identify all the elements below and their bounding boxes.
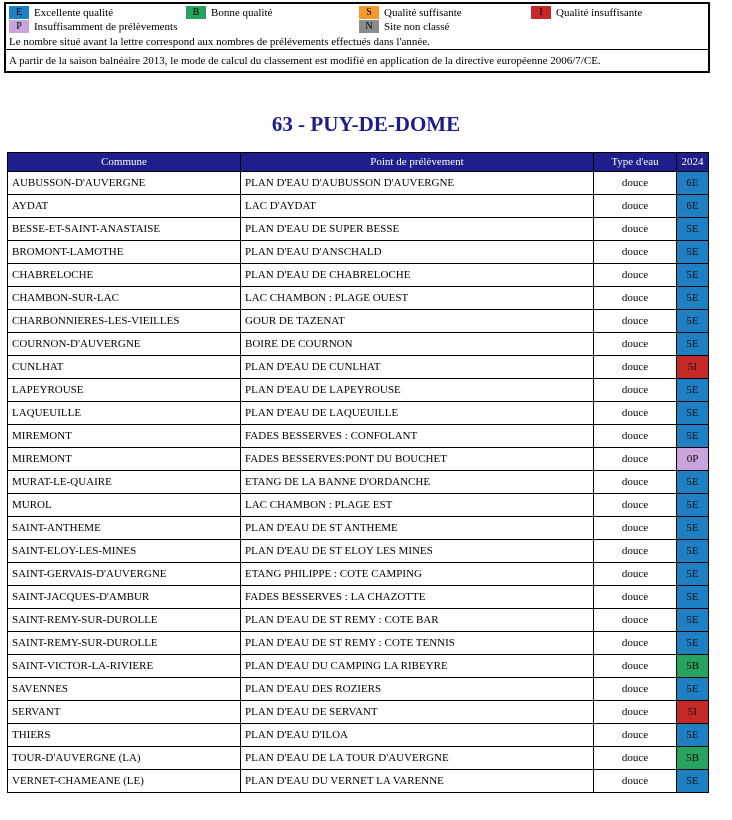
commune-cell: MIREMONT (8, 448, 241, 471)
point-cell: PLAN D'EAU DE SUPER BESSE (241, 218, 594, 241)
commune-cell: CHAMBON-SUR-LAC (8, 287, 241, 310)
point-cell: FADES BESSERVES : CONFOLANT (241, 425, 594, 448)
commune-cell: CHARBONNIERES-LES-VIEILLES (8, 310, 241, 333)
water-type-cell: douce (594, 356, 677, 379)
legend-code-good: B (186, 6, 206, 19)
point-cell: PLAN D'EAU DE ST ANTHEME (241, 517, 594, 540)
table-row (8, 333, 709, 356)
classification-cell: 5B (677, 655, 709, 678)
classification-cell: 5E (677, 287, 709, 310)
water-type-cell: douce (594, 724, 677, 747)
water-type-cell: douce (594, 379, 677, 402)
water-type-cell: douce (594, 770, 677, 793)
classification-cell: 5E (677, 218, 709, 241)
classification-cell: 5E (677, 586, 709, 609)
table-row (8, 310, 709, 333)
classification-cell: 5E (677, 425, 709, 448)
header-commune: Commune (8, 153, 241, 172)
water-type-cell: douce (594, 218, 677, 241)
commune-cell: MURAT-LE-QUAIRE (8, 471, 241, 494)
classification-cell: 5E (677, 310, 709, 333)
legend-label-insufficient-samples: Insuffisamment de prélèvements (34, 20, 178, 33)
commune-cell: LAQUEUILLE (8, 402, 241, 425)
point-cell: PLAN D'EAU DE ST ELOY LES MINES (241, 540, 594, 563)
legend-label-excellent: Excellente qualité (34, 6, 114, 19)
table-row (8, 218, 709, 241)
classification-cell: 5E (677, 563, 709, 586)
water-type-cell: douce (594, 517, 677, 540)
point-cell: PLAN D'EAU DE SERVANT (241, 701, 594, 724)
water-type-cell: douce (594, 540, 677, 563)
water-type-cell: douce (594, 494, 677, 517)
table-row (8, 655, 709, 678)
classification-cell: 5E (677, 471, 709, 494)
classification-cell: 5E (677, 264, 709, 287)
table-row (8, 287, 709, 310)
water-type-cell: douce (594, 655, 677, 678)
table-row (8, 540, 709, 563)
commune-cell: SAINT-ANTHEME (8, 517, 241, 540)
table-row (8, 609, 709, 632)
legend-code-sufficient: S (359, 6, 379, 19)
point-cell: PLAN D'EAU D'ILOA (241, 724, 594, 747)
legend-item-insufficient (531, 6, 642, 19)
table-row (8, 632, 709, 655)
water-type-cell: douce (594, 586, 677, 609)
table-row (8, 517, 709, 540)
commune-cell: SAVENNES (8, 678, 241, 701)
commune-cell: TOUR-D'AUVERGNE (LA) (8, 747, 241, 770)
header-year: 2024 (677, 153, 709, 172)
water-type-cell: douce (594, 678, 677, 701)
commune-cell: AYDAT (8, 195, 241, 218)
commune-cell: MIREMONT (8, 425, 241, 448)
table-row (8, 241, 709, 264)
commune-cell: VERNET-CHAMEANE (LE) (8, 770, 241, 793)
legend-sample-count-note: Le nombre situé avant la lettre correspond aux nombres de prélévements effectués dans l'année. (9, 36, 430, 48)
legend-label-sufficient: Qualité suffisante (384, 6, 462, 19)
table-row (8, 586, 709, 609)
legend-item-insufficient-samples (9, 20, 177, 33)
table-row (8, 402, 709, 425)
table-row (8, 724, 709, 747)
commune-cell: AUBUSSON-D'AUVERGNE (8, 172, 241, 195)
point-cell: PLAN D'EAU DES ROZIERS (241, 678, 594, 701)
commune-cell: SAINT-REMY-SUR-DUROLLE (8, 632, 241, 655)
table-row (8, 770, 709, 793)
legend-code-insufficient-samples: P (9, 20, 29, 33)
point-cell: BOIRE DE COURNON (241, 333, 594, 356)
commune-cell: SERVANT (8, 701, 241, 724)
commune-cell: COURNON-D'AUVERGNE (8, 333, 241, 356)
legend-label-unclassified: Site non classé (384, 20, 450, 33)
legend-item-unclassified (359, 20, 449, 33)
legend-grid (6, 4, 708, 36)
classification-cell: 5B (677, 747, 709, 770)
commune-cell: SAINT-JACQUES-D'AMBUR (8, 586, 241, 609)
legend-code-insufficient: I (531, 6, 551, 19)
water-type-cell: douce (594, 310, 677, 333)
water-type-cell: douce (594, 425, 677, 448)
commune-cell: SAINT-ELOY-LES-MINES (8, 540, 241, 563)
table-row (8, 356, 709, 379)
classification-cell: 0P (677, 448, 709, 471)
point-cell: PLAN D'EAU DE LA TOUR D'AUVERGNE (241, 747, 594, 770)
water-type-cell: douce (594, 471, 677, 494)
commune-cell: BESSE-ET-SAINT-ANASTAISE (8, 218, 241, 241)
classification-cell: 5I (677, 701, 709, 724)
point-cell: FADES BESSERVES:PONT DU BOUCHET (241, 448, 594, 471)
table-row (8, 425, 709, 448)
page-title: 63 - PUY-DE-DOME (271, 112, 461, 136)
water-type-cell: douce (594, 287, 677, 310)
table-row (8, 747, 709, 770)
classification-cell: 5E (677, 517, 709, 540)
water-type-cell: douce (594, 264, 677, 287)
point-cell: PLAN D'EAU DE LAQUEUILLE (241, 402, 594, 425)
commune-cell: SAINT-REMY-SUR-DUROLLE (8, 609, 241, 632)
classification-cell: 5E (677, 609, 709, 632)
legend-directive-note: A partir de la saison balnéaire 2013, le mode de calcul du classement est modifié en application de la directive européenne 2006/7/CE. (6, 49, 708, 71)
point-cell: ETANG DE LA BANNE D'ORDANCHE (241, 471, 594, 494)
point-cell: ETANG PHILIPPE : COTE CAMPING (241, 563, 594, 586)
commune-cell: CHABRELOCHE (8, 264, 241, 287)
table-row (8, 494, 709, 517)
point-cell: PLAN D'EAU DE ST REMY : COTE TENNIS (241, 632, 594, 655)
water-type-cell: douce (594, 747, 677, 770)
commune-cell: LAPEYROUSE (8, 379, 241, 402)
table-row (8, 678, 709, 701)
table-body (8, 172, 709, 793)
point-cell: PLAN D'EAU DE ST REMY : COTE BAR (241, 609, 594, 632)
classification-cell: 5E (677, 770, 709, 793)
classification-cell: 5E (677, 724, 709, 747)
table-row (8, 172, 709, 195)
legend-item-excellent (9, 6, 113, 19)
table-row (8, 195, 709, 218)
point-cell: PLAN D'EAU DU CAMPING LA RIBEYRE (241, 655, 594, 678)
classification-cell: 5E (677, 632, 709, 655)
legend-code-unclassified: N (359, 20, 379, 33)
header-point: Point de prélèvement (241, 153, 594, 172)
legend-box (4, 2, 710, 73)
point-cell: PLAN D'EAU DE CHABRELOCHE (241, 264, 594, 287)
commune-cell: CUNLHAT (8, 356, 241, 379)
classification-cell: 5E (677, 333, 709, 356)
water-type-cell: douce (594, 172, 677, 195)
commune-cell: SAINT-GERVAIS-D'AUVERGNE (8, 563, 241, 586)
table-row (8, 448, 709, 471)
point-cell: LAC CHAMBON : PLAGE OUEST (241, 287, 594, 310)
water-type-cell: douce (594, 195, 677, 218)
legend-item-sufficient (359, 6, 462, 19)
water-type-cell: douce (594, 402, 677, 425)
classification-cell: 5E (677, 540, 709, 563)
classification-cell: 6E (677, 195, 709, 218)
point-cell: LAC CHAMBON : PLAGE EST (241, 494, 594, 517)
classification-cell: 5E (677, 494, 709, 517)
point-cell: PLAN D'EAU D'ANSCHALD (241, 241, 594, 264)
commune-cell: SAINT-VICTOR-LA-RIVIERE (8, 655, 241, 678)
table-row (8, 563, 709, 586)
water-type-cell: douce (594, 448, 677, 471)
point-cell: PLAN D'EAU DE LAPEYROUSE (241, 379, 594, 402)
legend-label-good: Bonne qualité (211, 6, 273, 19)
table-row (8, 264, 709, 287)
water-type-cell: douce (594, 701, 677, 724)
water-type-cell: douce (594, 563, 677, 586)
classification-cell: 5E (677, 678, 709, 701)
classification-cell: 5E (677, 402, 709, 425)
legend-label-insufficient: Qualité insuffisante (556, 6, 643, 19)
commune-cell: MUROL (8, 494, 241, 517)
classification-cell: 5I (677, 356, 709, 379)
point-cell: PLAN D'EAU D'AUBUSSON D'AUVERGNE (241, 172, 594, 195)
classification-cell: 5E (677, 241, 709, 264)
classification-cell: 5E (677, 379, 709, 402)
table-row (8, 471, 709, 494)
table-row (8, 701, 709, 724)
legend-code-excellent: E (9, 6, 29, 19)
table-row (8, 379, 709, 402)
results-table (7, 152, 709, 793)
commune-cell: THIERS (8, 724, 241, 747)
table-header-row (8, 153, 709, 172)
commune-cell: BROMONT-LAMOTHE (8, 241, 241, 264)
header-type: Type d'eau (594, 153, 677, 172)
water-type-cell: douce (594, 241, 677, 264)
water-type-cell: douce (594, 609, 677, 632)
water-type-cell: douce (594, 333, 677, 356)
point-cell: PLAN D'EAU DE CUNLHAT (241, 356, 594, 379)
point-cell: PLAN D'EAU DU VERNET LA VARENNE (241, 770, 594, 793)
point-cell: LAC D'AYDAT (241, 195, 594, 218)
classification-cell: 6E (677, 172, 709, 195)
point-cell: GOUR DE TAZENAT (241, 310, 594, 333)
legend-item-good (186, 6, 272, 19)
water-type-cell: douce (594, 632, 677, 655)
point-cell: FADES BESSERVES : LA CHAZOTTE (241, 586, 594, 609)
